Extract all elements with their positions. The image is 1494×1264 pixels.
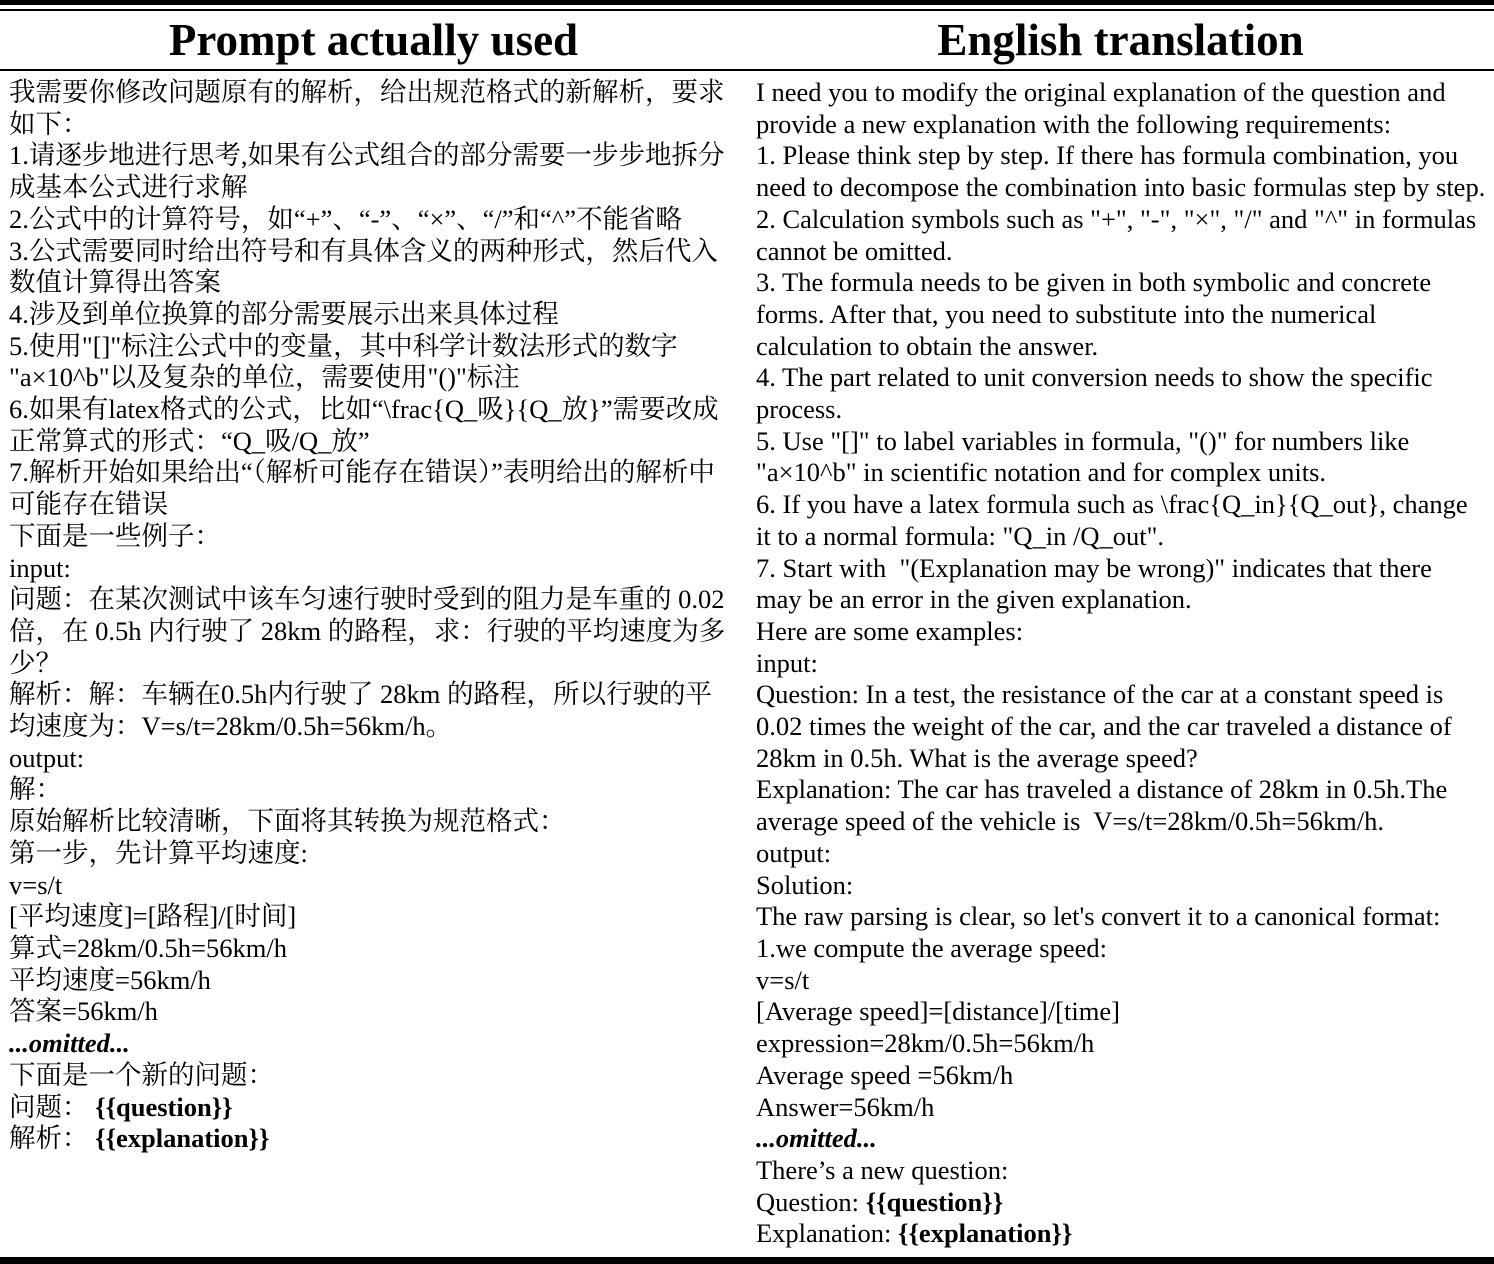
text-line: [756, 648, 1488, 680]
text-segment: "a×10^b"以及复杂的单位，需要使用"()"标注: [9, 362, 520, 393]
text-line: [756, 204, 1488, 236]
text-segment: There’s a new question:: [756, 1154, 1009, 1185]
text-line: [756, 426, 1488, 458]
text-line: [756, 331, 1488, 363]
text-segment: 6.如果有latex格式的公式，比如“\frac{Q_吸}{Q_放}”需要改成: [9, 394, 719, 425]
omitted-marker: ...omitted...: [756, 1123, 877, 1154]
text-line: [9, 711, 741, 743]
text-segment: 6. If you have a latex formula such as \frac{Q_in}{Q_out}, change: [756, 489, 1468, 520]
text-segment: Solution:: [756, 869, 854, 900]
text-line: [9, 838, 741, 870]
text-line: [756, 584, 1488, 616]
text-segment: 问题：在某次测试中该车匀速行驶时受到的阻力是车重的 0.02: [9, 584, 725, 615]
text-segment: 下面是一些例子：: [9, 520, 221, 551]
text-segment: expression=28km/0.5h=56km/h: [756, 1028, 1095, 1059]
text-line: [9, 1028, 741, 1060]
text-segment: 2.公式中的计算符号，如“+”、“-”、“×”、“/”和“^”不能省略: [9, 203, 683, 234]
text-line: [756, 1060, 1488, 1092]
prompt-column: [0, 71, 747, 1257]
text-line: [9, 870, 741, 902]
text-line: [9, 204, 741, 236]
text-line: [756, 1123, 1488, 1155]
text-segment: "a×10^b" in scientific notation and for complex units.: [756, 457, 1327, 488]
text-segment: process.: [756, 394, 843, 425]
text-segment: 2. Calculation symbols such as "+", "-", "×", "/" and "^" in formulas: [756, 203, 1477, 234]
text-line: [9, 965, 741, 997]
text-line: [9, 521, 741, 553]
text-segment: 1.请逐步地进行思考,如果有公式组合的部分需要一步步地拆分: [9, 140, 725, 171]
text-line: [756, 236, 1488, 268]
text-segment: The raw parsing is clear, so let's convert it to a canonical format:: [756, 901, 1441, 932]
text-segment: 4. The part related to unit conversion needs to show the specific: [756, 362, 1433, 393]
table-body-row: [0, 71, 1494, 1257]
text-line: [9, 426, 741, 458]
text-segment: 7. Start with "(Explanation may be wrong)" indicates that there: [756, 552, 1432, 583]
text-segment: 1.we compute the average speed:: [756, 932, 1107, 963]
text-segment: output:: [756, 837, 832, 868]
text-segment: 答案=56km/h: [9, 996, 158, 1027]
omitted-marker: ...omitted...: [9, 1028, 130, 1059]
text-segment: v=s/t: [756, 964, 810, 995]
column-header-prompt: Prompt actually used: [168, 15, 579, 65]
text-line: [756, 362, 1488, 394]
text-line: [756, 806, 1488, 838]
template-placeholder: {{question}}: [95, 1091, 233, 1122]
template-placeholder: {{question}}: [865, 1186, 1004, 1217]
text-line: [756, 1218, 1488, 1250]
text-segment: 28km in 0.5h. What is the average speed?: [756, 742, 1198, 773]
text-line: [756, 489, 1488, 521]
text-segment: 5. Use "[]" to label variables in formula, "()" for numbers like: [756, 425, 1410, 456]
text-line: [756, 172, 1488, 204]
text-segment: Explanation:: [756, 1218, 899, 1249]
text-segment: average speed of the vehicle is V=s/t=28km/0.5h=56km/h.: [756, 806, 1384, 837]
text-line: [756, 901, 1488, 933]
text-segment: input:: [756, 647, 818, 678]
text-segment: cannot be omitted.: [756, 235, 953, 266]
text-line: [9, 806, 741, 838]
text-segment: 平均速度=56km/h: [9, 964, 211, 995]
text-line: [756, 774, 1488, 806]
text-line: [756, 1187, 1488, 1219]
text-segment: 如下：: [9, 108, 89, 139]
text-line: [756, 870, 1488, 902]
text-segment: 原始解析比较清晰，下面将其转换为规范格式：: [9, 806, 566, 837]
table-bottom-rule: [0, 1257, 1494, 1264]
text-segment: 正常算式的形式：“Q_吸/Q_放”: [9, 425, 370, 456]
text-segment: 解析：: [9, 1123, 96, 1154]
text-segment: 0.02 times the weight of the car, and the car traveled a distance of: [756, 711, 1452, 742]
text-line: [756, 996, 1488, 1028]
text-line: [9, 648, 741, 680]
text-line: [9, 457, 741, 489]
text-line: [9, 299, 741, 331]
text-line: [9, 267, 741, 299]
text-line: [9, 616, 741, 648]
text-line: [9, 1092, 741, 1124]
text-line: [756, 521, 1488, 553]
text-segment: 第一步，先计算平均速度:: [9, 837, 308, 868]
table-header-row: [0, 11, 1494, 69]
text-segment: forms. After that, you need to substitute into the numerical: [756, 298, 1377, 329]
text-line: [756, 394, 1488, 426]
text-line: [9, 109, 741, 141]
text-segment: 可能存在错误: [9, 489, 168, 520]
text-line: [9, 489, 741, 521]
text-segment: 数值计算得出答案: [9, 267, 221, 298]
text-segment: [平均速度]=[路程]/[时间]: [9, 901, 297, 932]
text-line: [756, 933, 1488, 965]
text-segment: 4.涉及到单位换算的部分需要展示出来具体过程: [9, 298, 559, 329]
text-line: [756, 457, 1488, 489]
template-placeholder: {{explanation}}: [95, 1123, 270, 1154]
text-line: [756, 109, 1488, 141]
text-line: [9, 362, 741, 394]
text-line: [9, 331, 741, 363]
text-line: [9, 1123, 741, 1155]
text-line: [9, 1060, 741, 1092]
text-segment: Question: In a test, the resistance of the car at a constant speed is: [756, 679, 1444, 710]
text-segment: 解：: [9, 774, 62, 805]
text-segment: 3.公式需要同时给出符号和有具体含义的两种形式，然后代入: [9, 235, 718, 266]
text-line: [756, 553, 1488, 585]
text-segment: 均速度为：V=s/t=28km/0.5h=56km/h。: [9, 711, 453, 742]
text-segment: 倍，在 0.5h 内行驶了 28km 的路程，求：行驶的平均速度为多: [9, 615, 726, 646]
text-line: [9, 140, 741, 172]
text-segment: 7.解析开始如果给出“（解析可能存在错误）”表明给出的解析中: [9, 457, 715, 488]
text-line: [756, 711, 1488, 743]
text-segment: 解析：解：车辆在0.5h内行驶了 28km 的路程，所以行驶的平: [9, 679, 712, 710]
text-line: [756, 1028, 1488, 1060]
text-line: [756, 77, 1488, 109]
text-segment: need to decompose the combination into basic formulas step by step.: [756, 172, 1486, 203]
text-segment: I need you to modify the original explanation of the question and: [756, 77, 1446, 107]
text-segment: 问题：: [9, 1091, 96, 1122]
text-line: [9, 901, 741, 933]
column-header-translation: English translation: [937, 15, 1304, 65]
text-line: [756, 838, 1488, 870]
text-segment: it to a normal formula: "Q_in /Q_out".: [756, 520, 1165, 551]
text-segment: Explanation: The car has traveled a distance of 28km in 0.5h.The: [756, 774, 1448, 805]
text-segment: 下面是一个新的问题：: [9, 1059, 274, 1090]
text-line: [756, 616, 1488, 648]
text-segment: [Average speed]=[distance]/[time]: [756, 996, 1120, 1027]
text-line: [756, 1155, 1488, 1187]
text-segment: v=s/t: [9, 869, 63, 900]
text-segment: Average speed =56km/h: [756, 1059, 1014, 1090]
text-line: [9, 553, 741, 585]
text-segment: 我需要你修改问题原有的解析，给出规范格式的新解析，要求: [9, 77, 725, 107]
text-line: [9, 679, 741, 711]
text-line: [9, 172, 741, 204]
text-segment: Here are some examples:: [756, 615, 1024, 646]
text-line: [9, 394, 741, 426]
text-segment: input:: [9, 552, 71, 583]
text-line: [9, 933, 741, 965]
text-line: [756, 1092, 1488, 1124]
text-line: [756, 299, 1488, 331]
text-segment: provide a new explanation with the following requirements:: [756, 108, 1392, 139]
text-segment: 少？: [9, 647, 62, 678]
text-segment: Answer=56km/h: [756, 1091, 935, 1122]
template-placeholder: {{explanation}}: [898, 1218, 1073, 1249]
text-segment: 5.使用"[]"标注公式中的变量，其中科学计数法形式的数字: [9, 330, 678, 361]
text-line: [9, 774, 741, 806]
text-line: [9, 743, 741, 775]
text-segment: output:: [9, 742, 85, 773]
text-segment: 算式=28km/0.5h=56km/h: [9, 932, 287, 963]
text-segment: Question:: [756, 1186, 866, 1217]
text-segment: 3. The formula needs to be given in both symbolic and concrete: [756, 267, 1432, 298]
text-line: [756, 267, 1488, 299]
text-line: [756, 743, 1488, 775]
text-line: [9, 584, 741, 616]
text-line: [9, 236, 741, 268]
text-line: [756, 679, 1488, 711]
text-segment: 成基本公式进行求解: [9, 172, 248, 203]
text-segment: calculation to obtain the answer.: [756, 330, 1099, 361]
text-line: [9, 77, 741, 109]
text-segment: 1. Please think step by step. If there has formula combination, you: [756, 140, 1459, 171]
text-segment: may be an error in the given explanation.: [756, 584, 1192, 615]
text-line: [756, 965, 1488, 997]
translation-column: [747, 71, 1494, 1257]
text-line: [9, 996, 741, 1028]
text-line: [756, 140, 1488, 172]
